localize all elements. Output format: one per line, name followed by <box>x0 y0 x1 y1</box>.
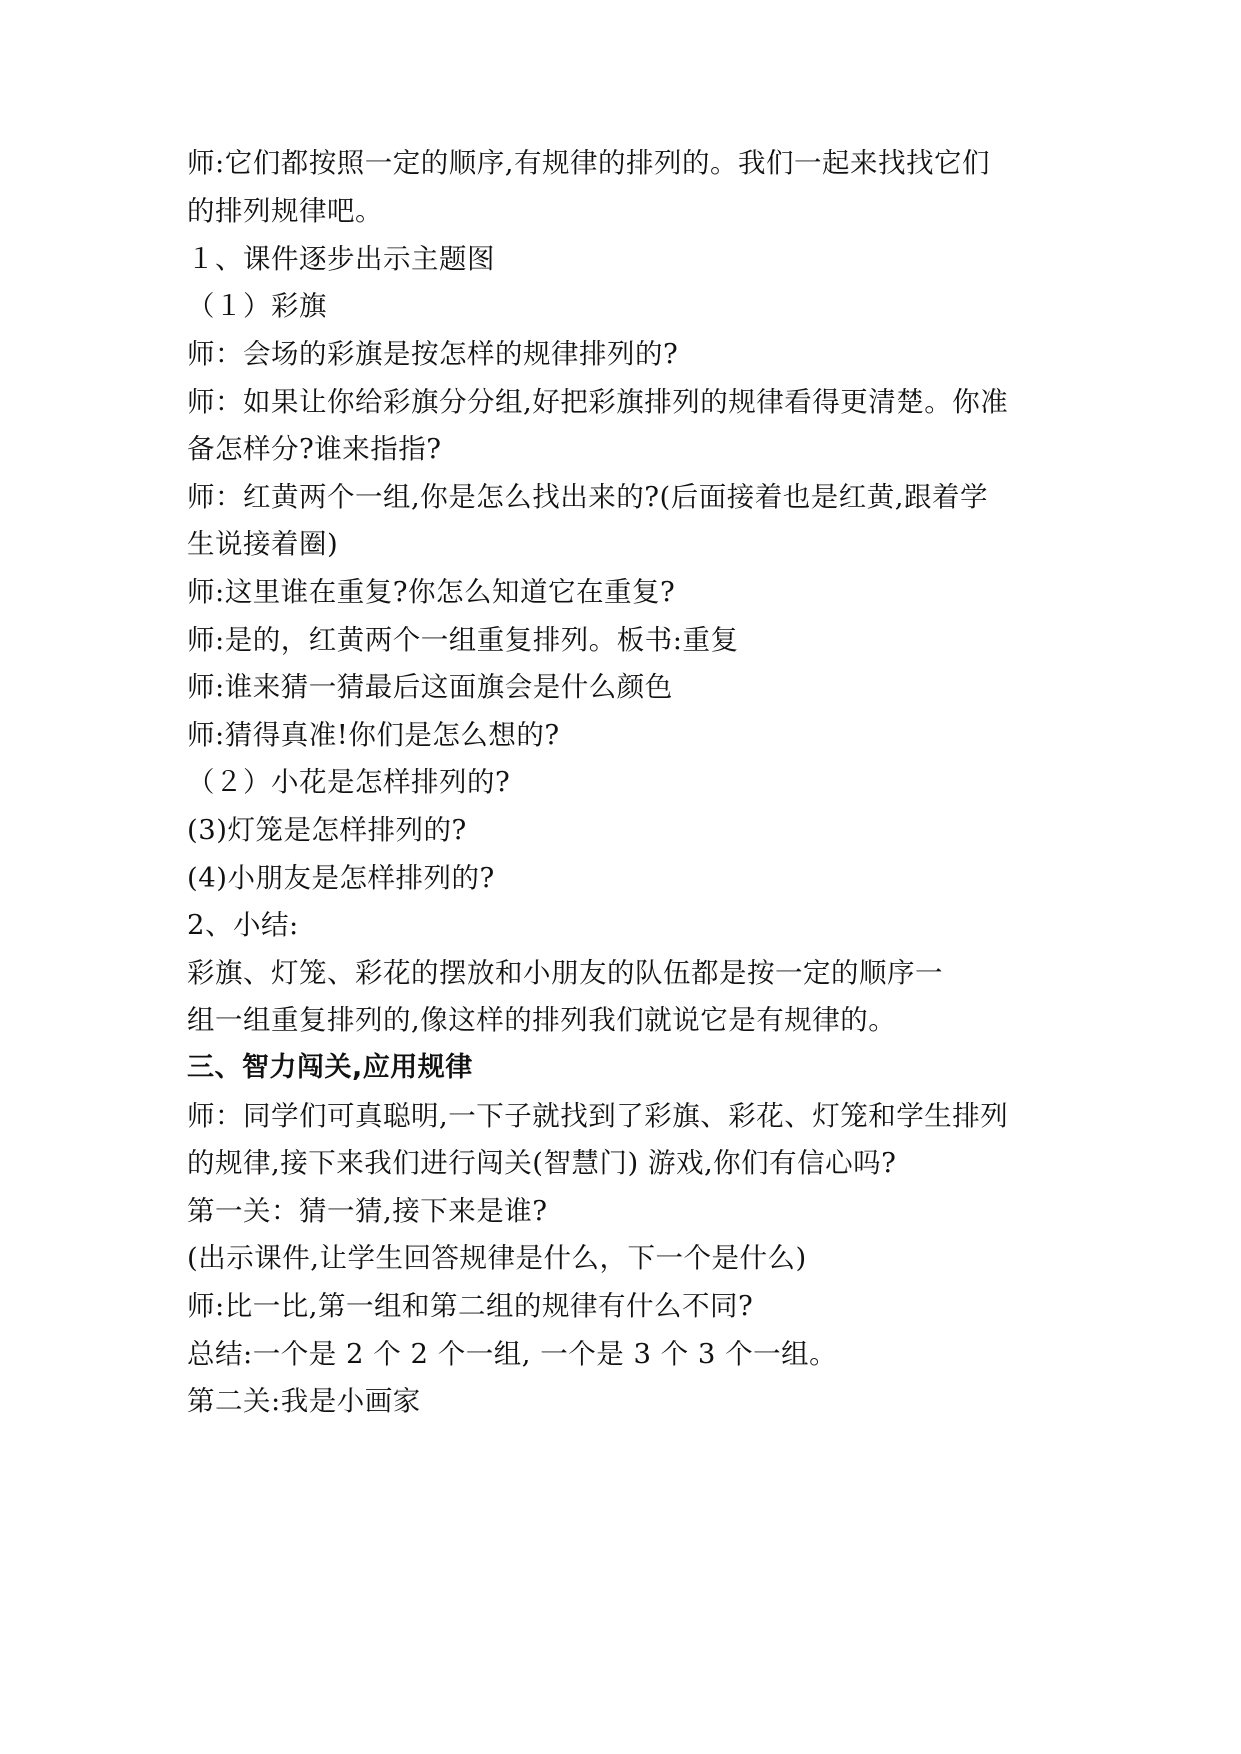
text-line: （１）彩旗 <box>187 290 327 322</box>
text-line: 师:猜得真准!你们是怎么想的? <box>187 719 560 751</box>
text-line: 师：同学们可真聪明,一下子就找到了彩旗、彩花、灯笼和学生排列 <box>187 1100 1009 1132</box>
text-line: 彩旗、灯笼、彩花的摆放和小朋友的队伍都是按一定的顺序一 <box>187 957 943 989</box>
text-line: 第二关:我是小画家 <box>187 1385 421 1417</box>
text-line: 师：会场的彩旗是按怎样的规律排列的? <box>187 338 679 370</box>
text-line: (出示课件,让学生回答规律是什么，下一个是什么) <box>187 1242 807 1274</box>
text-line: （２）小花是怎样排列的? <box>187 766 511 798</box>
text-line: 师:谁来猜一猜最后这面旗会是什么颜色 <box>187 671 673 703</box>
text-line: (4)小朋友是怎样排列的? <box>187 862 495 894</box>
text-line: 组一组重复排列的,像这样的排列我们就说它是有规律的。 <box>187 1004 897 1036</box>
section-heading: 三、智力闯关,应用规律 <box>187 1052 473 1083</box>
text-line: 2、小结: <box>187 909 299 941</box>
text-line: 的排列规律吧。 <box>187 195 383 227</box>
text-line: 师:比一比,第一组和第二组的规律有什么不同? <box>187 1290 754 1322</box>
text-line: (3)灯笼是怎样排列的? <box>187 814 467 846</box>
text-line: 师:它们都按照一定的顺序,有规律的排列的。我们一起来找找它们 <box>187 147 991 179</box>
text-line: 第一关：猜一猜,接下来是谁? <box>187 1195 548 1227</box>
text-line: 师：红黄两个一组,你是怎么找出来的?(后面接着也是红黄,跟着学 <box>187 481 988 513</box>
text-line: 师：如果让你给彩旗分分组,好把彩旗排列的规律看得更清楚。你准 <box>187 386 1009 418</box>
text-line: １、课件逐步出示主题图 <box>187 243 495 275</box>
text-line: 生说接着圈) <box>187 528 339 560</box>
text-line: 备怎样分?谁来指指? <box>187 433 442 465</box>
text-line: 师:是的，红黄两个一组重复排列。板书:重复 <box>187 624 739 656</box>
text-line: 总结:一个是 2 个 2 个一组, 一个是 3 个 3 个一组。 <box>187 1338 838 1370</box>
text-line: 师:这里谁在重复?你怎么知道它在重复? <box>187 576 676 608</box>
text-line: 的规律,接下来我们进行闯关(智慧门) 游戏,你们有信心吗? <box>187 1147 897 1179</box>
